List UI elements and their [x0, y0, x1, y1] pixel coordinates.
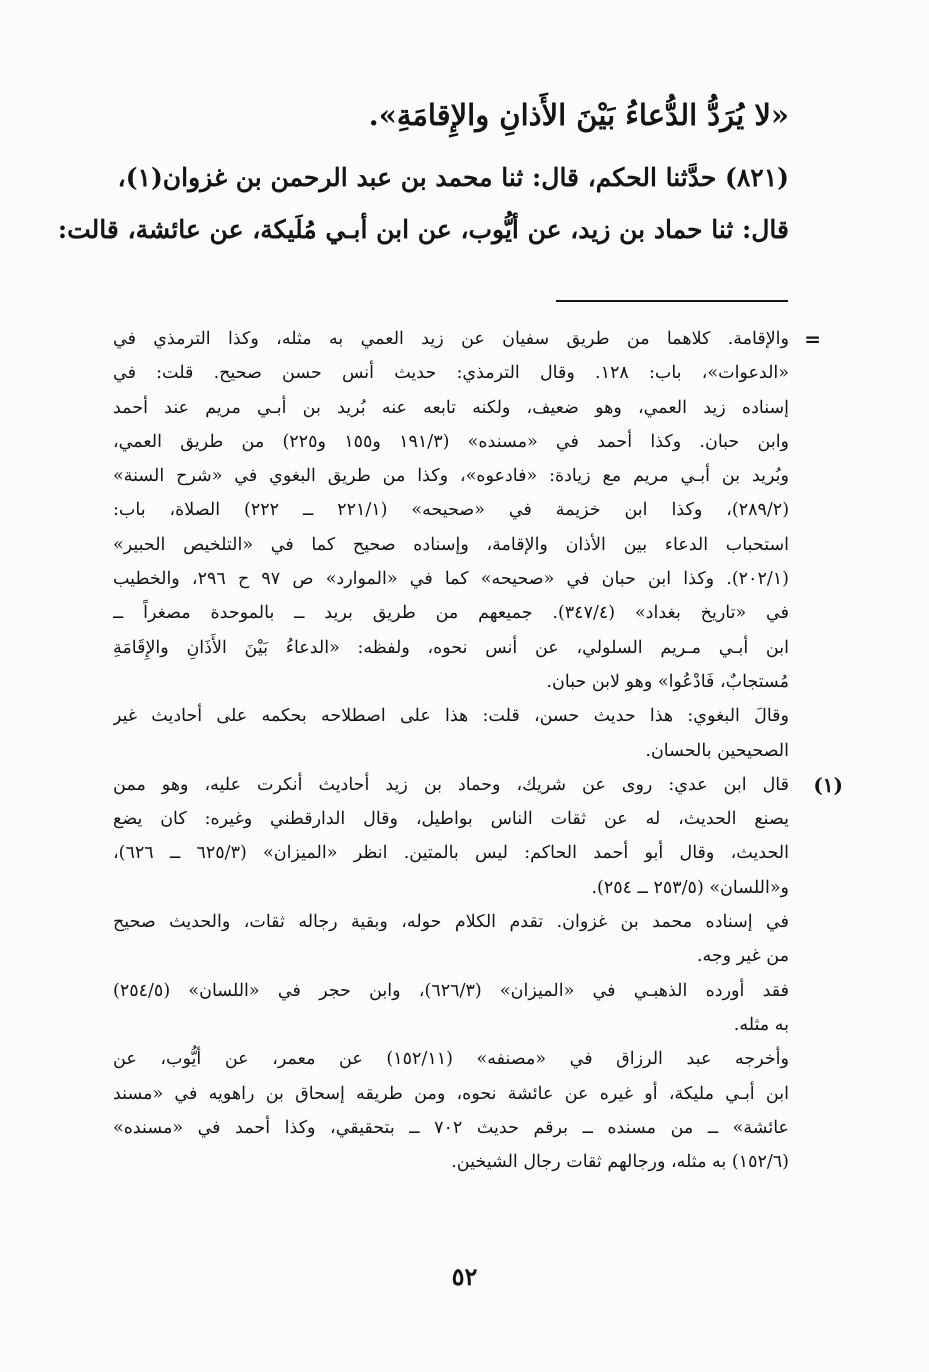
footnote-line: استحباب الدعاء بين الأذان والإقامة، وإسناده صحيح كما في «التلخيص الحبير» [113, 534, 789, 555]
footnote-paragraph [113, 1042, 789, 1179]
footnote-line: عائشة» ــ من مسنده ــ برقم حديث ٧٠٢ ــ بتحقيقي، وكذا أحمد في «مسنده» [113, 1117, 789, 1138]
hadith-line: (٨٢١) حدَّثنا الحكم، قال: ثنا محمد بن عبد الرحمن بن غزوان(١)، [117, 163, 789, 192]
hadith-isnad [57, 152, 789, 256]
footnote-line: (١٥٢/٦) به مثله، ورجالهم ثقات رجال الشيخين. [451, 1152, 789, 1173]
footnote-paragraph [113, 322, 789, 699]
footnote-paragraph [113, 768, 789, 905]
footnote-line: الحديث، وقال أبو أحمد الحاكم: ليس بالمتين. انظر «الميزان» (٦٢٥/٣ ــ ٦٢٦)، [113, 843, 789, 864]
footnote-continuation [113, 322, 821, 768]
footnote-line: وقالَ البغوي: هذا حديث حسن، قلت: هذا على اصطلاحه بحكمه على أحاديث غير [113, 706, 789, 727]
footnote-line: يصنع الحديث، له عن ثقات الناس بواطيل، وقال الدارقطني وغيره: كان يضع [113, 809, 789, 830]
footnote-line: في إسناده محمد بن غزوان. تقدم الكلام حوله، وبقية رجاله ثقات، والحديث صحيح [113, 912, 789, 933]
footnote-line: (٢٠٢/١). وكذا ابن حبان في «صحيحه» كما في «الموارد» ص ٩٧ ح ٢٩٦، والخطيب [113, 569, 789, 590]
footnote-line: الصحيحين بالحسان. [645, 740, 789, 761]
footnote-divider [556, 300, 788, 302]
footnote-line: في «تاريخ بغداد» (٣٤٧/٤). جميعهم من طريق بريد ــ بالموحدة مصغراً ــ [113, 603, 789, 624]
hadith-line: قال: ثنا حماد بن زيد، عن أيُّوب، عن ابن أبـي مُلَيكة، عن عائشة، قالت: [57, 215, 789, 244]
footnote-line: والإقامة. كلاهما من طريق سفيان عن زيد العمي به مثله، وكذا الترمذي في [113, 329, 789, 349]
footnote-number: (١) [813, 772, 843, 797]
continuation-marker: = [804, 327, 821, 351]
footnote-line: (٢٨٩/٢)، وكذا ابن خزيمة في «صحيحه» (٢٢١/١ ــ ٢٢٢) الصلاة، باب: [113, 500, 789, 521]
footnote-line: إسناده زيد العمي، وهو ضعيف، ولكنه تابعه عنه بُريد بن أبـي مريم عند أحمد [113, 397, 789, 418]
footnote-line: وابن حبان. وكذا أحمد في «مسنده» (١٩١/٣ و١٥٥ و٢٢٥) من طريق العمي، [113, 431, 789, 452]
footnote-line: وأخرجه عبد الرزاق في «مصنفه» (١٥٢/١١) عن معمر، عن أيُّوب، عن [113, 1049, 789, 1070]
footnote-line: به مثله. [733, 1014, 789, 1035]
footnote-line: من غير وجه. [696, 946, 789, 967]
page-number: ٥٢ [451, 1262, 478, 1291]
footnote-line: فقد أورده الذهبـي في «الميزان» (٦٢٦/٣)، وابن حجر في «اللسان» (٢٥٤/٥) [113, 980, 789, 1001]
hadith-title: «لا يُرَدُّ الدُّعاءُ بَيْنَ الأَذانِ والإِقامَةِ». [368, 98, 789, 132]
footnotes [113, 322, 843, 1179]
footnote-paragraph [113, 699, 789, 768]
footnote-line: ابن أبـي مليكة، أو غيره عن عائشة نحوه، ومن طريقه إسحاق بن راهويه في «مسند [113, 1083, 789, 1104]
footnote-paragraph [113, 974, 789, 1043]
footnote-1 [113, 768, 843, 1180]
footnote-paragraph [113, 905, 789, 974]
footnote-line: وبُريد بن أبـي مريم مع زيادة: «فادعوه»، وكذا من طريق البغوي في «شرح السنة» [113, 466, 789, 487]
footnote-line: و«اللسان» (٢٥٣/٥ ــ ٢٥٤). [591, 877, 789, 898]
footnote-line: مُستجابٌ، فَادْعُوا» وهو لابن حبان. [546, 671, 789, 692]
footnote-line: «الدعوات»، باب: ١٢٨. وقال الترمذي: حديث أنس حسن صحيح. قلت: في [113, 363, 789, 384]
footnote-line: قال ابن عدي: روى عن شريك، وحماد بن زيد أحاديث أنكرت عليه، وهو ممن [113, 774, 789, 795]
footnote-line: ابن أبـي مـريم السلولي، عن أنس نحوه، ولفظه: «الدعاءُ بَيْنَ الأَذَانِ والإِقَامَةِ [113, 637, 789, 658]
